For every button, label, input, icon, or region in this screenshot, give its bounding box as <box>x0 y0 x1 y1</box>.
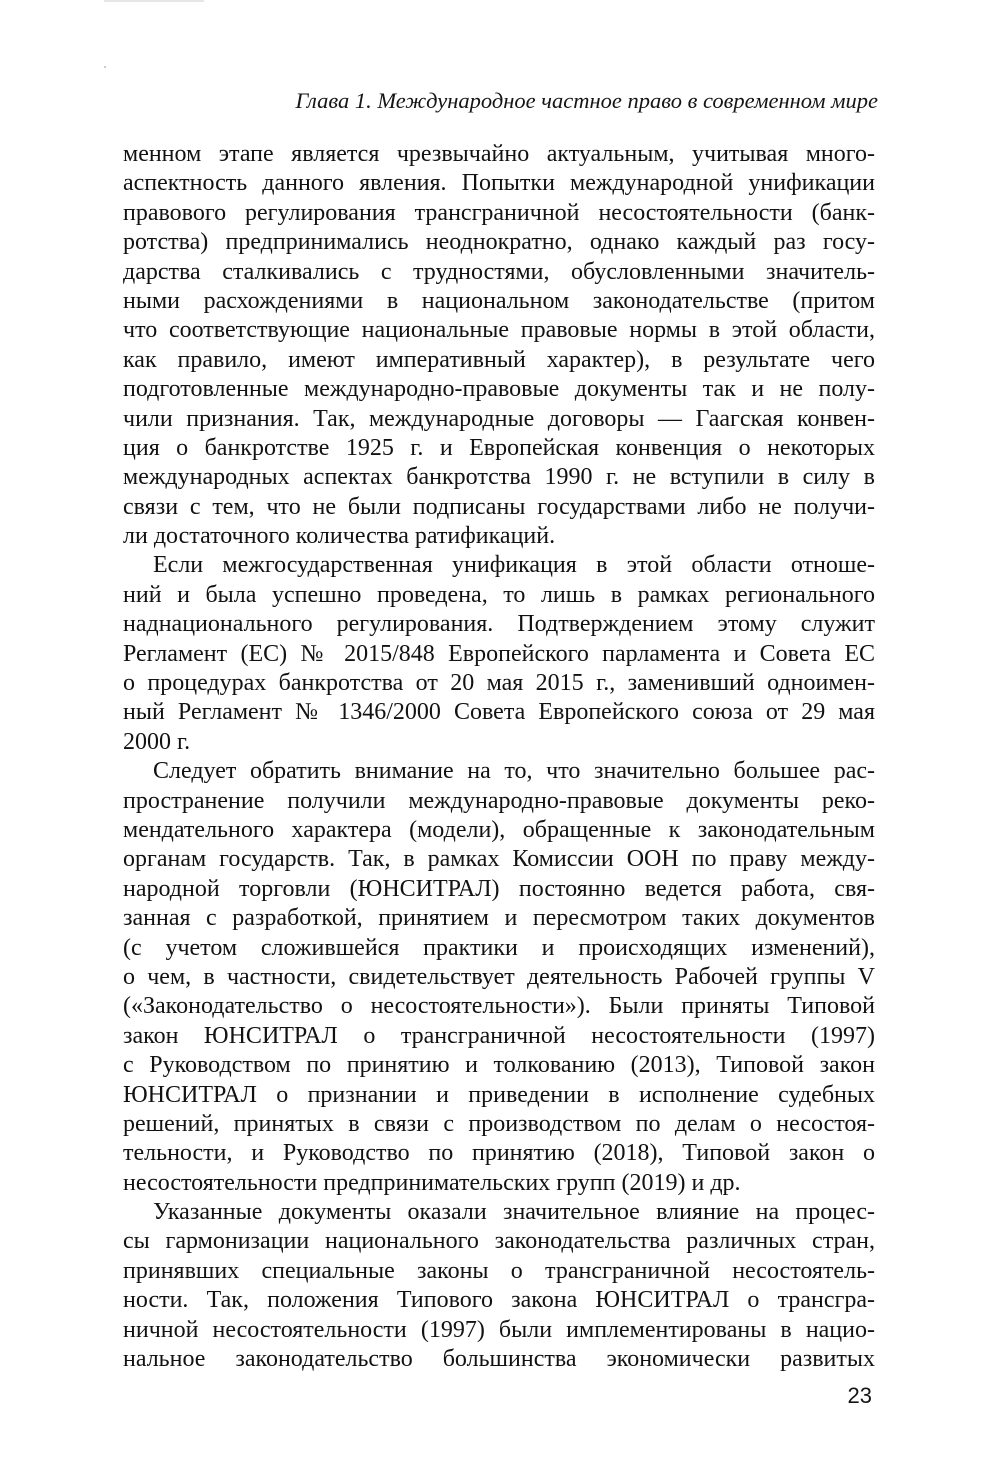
text-line: мендательного характера (модели), обращенные к законодательным <box>123 816 875 843</box>
paragraph-3 <box>123 757 875 1198</box>
text-line: («Законодательство о несостоятельности»). Были приняты Типовой <box>123 993 875 1020</box>
text-line: аспектность данного явления. Попытки международной унификации <box>123 170 875 197</box>
text-line: (с учетом сложившейся практики и происходящих изменений), <box>123 934 875 961</box>
body-text <box>123 140 875 1374</box>
text-line: правового регулирования трансграничной несостоятельности (банк- <box>123 199 875 226</box>
paragraph-4 <box>123 1198 875 1374</box>
text-line: 2000 г. <box>123 728 191 755</box>
text-line: принявших специальные законы о трансграничной несостоятель- <box>123 1257 875 1284</box>
text-line: о чем, в частности, свидетельствует деятельность Рабочей группы V <box>123 963 875 990</box>
text-line: Указанные документы оказали значительное влияние на процес- <box>153 1199 875 1226</box>
text-line: ничной несостоятельности (1997) были имплементированы в нацио- <box>123 1316 875 1343</box>
text-line: Если межгосударственная унификация в этой области отноше- <box>153 552 875 579</box>
text-line: ности. Так, положения Типового закона ЮНСИТРАЛ о трансгра- <box>123 1287 875 1314</box>
text-line: ли достаточного количества ратификаций. <box>123 523 556 550</box>
text-line: несостоятельности предпринимательских групп (2019) и др. <box>123 1169 741 1196</box>
text-line: чили признания. Так, международные договоры — Гаагская конвен- <box>123 405 875 432</box>
text-line: наднационального регулирования. Подтверждением этому служит <box>123 611 875 638</box>
text-line: закон ЮНСИТРАЛ о трансграничной несостоятельности (1997) <box>123 1022 875 1049</box>
paragraph-2 <box>123 551 875 757</box>
text-line: занная с разработкой, принятием и пересмотром таких документов <box>123 905 875 932</box>
text-line: подготовленные международно-правовые документы так и не полу- <box>123 376 875 403</box>
text-line: ный Регламент № 1346/2000 Совета Европейского союза от 29 мая <box>123 699 875 726</box>
text-line: ротства) предпринимались неоднократно, однако каждый раз госу- <box>123 229 875 256</box>
text-line: с Руководством по принятию и толкованию (2013), Типовой закон <box>123 1052 875 1079</box>
text-line: сы гармонизации национального законодательства различных стран, <box>123 1228 875 1255</box>
text-line: ний и была успешно проведена, то лишь в рамках регионального <box>123 581 875 608</box>
text-line: тельности, и Руководство по принятию (2018), Типовой закон о <box>123 1140 875 1167</box>
text-line: ЮНСИТРАЛ о признании и приведении в исполнение судебных <box>123 1081 875 1108</box>
text-line: международных аспектах банкротства 1990 г. не вступили в силу в <box>123 464 875 491</box>
running-head: Глава 1. Международное частное право в современном мире <box>295 88 878 113</box>
text-line: дарства сталкивались с трудностями, обусловленными значитель- <box>123 258 875 285</box>
text-line: решений, принятых в связи с производством по делам о несостоя- <box>123 1110 875 1137</box>
scan-edge-mark <box>104 0 204 2</box>
text-line: связи с тем, что не были подписаны государствами либо не получи- <box>123 493 875 520</box>
text-line: как правило, имеют императивный характер), в результате чего <box>123 346 875 373</box>
text-line: ными расхождениями в национальном законодательстве (притом <box>123 287 875 314</box>
scan-speck <box>104 66 106 68</box>
text-line: что соответствующие национальные правовые нормы в этой области, <box>123 317 875 344</box>
text-line: народной торговли (ЮНСИТРАЛ) постоянно ведется работа, свя- <box>123 875 875 902</box>
text-line: органам государств. Так, в рамках Комиссии ООН по праву между- <box>123 846 875 873</box>
text-line: Регламент (ЕС) № 2015/848 Европейского парламента и Совета ЕС <box>123 640 875 667</box>
paragraph-1 <box>123 140 875 551</box>
text-line: пространение получили международно-правовые документы реко- <box>123 787 875 814</box>
text-line: менном этапе является чрезвычайно актуальным, учитывая много- <box>123 141 875 167</box>
text-line: ция о банкротстве 1925 г. и Европейская конвенция о некоторых <box>123 434 875 461</box>
text-line: о процедурах банкротства от 20 мая 2015 г., заменивший одноимен- <box>123 670 875 697</box>
text-line: нальное законодательство большинства экономически развитых <box>123 1346 875 1373</box>
page-number: 23 <box>847 1383 872 1408</box>
text-line: Следует обратить внимание на то, что значительно большее рас- <box>153 758 875 785</box>
